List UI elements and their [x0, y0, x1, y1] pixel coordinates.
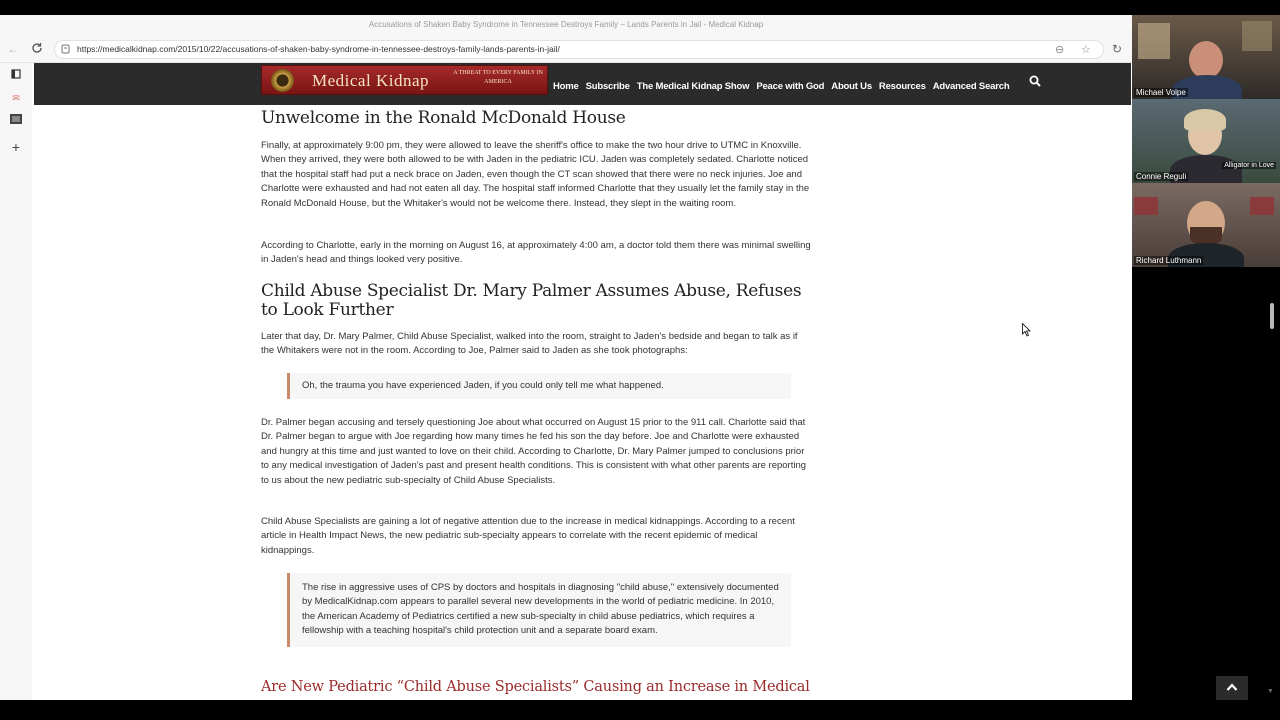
nav-subscribe[interactable]: Subscribe — [585, 81, 630, 92]
paragraph-2: According to Charlotte, early in the morning on August 16, at approximately 4:00 am, a doctor told them there was minimal swelling in Jaden's head and things looked very positive. — [261, 240, 811, 266]
nav-resources[interactable]: Resources — [878, 81, 926, 92]
nav-home[interactable]: Home — [553, 81, 579, 92]
reader-mode-icon[interactable]: ⊖ — [1055, 44, 1065, 56]
bottom-black-bar — [0, 700, 1280, 720]
paragraph-5: Child Abuse Specialists are gaining a lot of negative attention due to the increase in medical kidnappings. According to a recent article in Health Impact News, the new pediatric sub-specialty appears to correlate with the recent epidemic of medical kidnappings. — [261, 516, 795, 556]
browser-window — [0, 15, 1132, 700]
window-title: Accusations of Shaken Baby Syndrome in Tennessee Destroys Family – Lands Parents in Jail - Medical Kidnap — [368, 20, 764, 29]
chevron-up-icon — [1226, 682, 1238, 692]
participant-tile-3[interactable] — [1132, 183, 1280, 267]
title-bar — [0, 15, 1132, 37]
url-field[interactable] — [54, 40, 1104, 59]
reload-icon[interactable] — [30, 42, 44, 56]
video-call-panel — [1132, 15, 1280, 267]
scrollbar-thumb[interactable] — [1270, 303, 1274, 329]
participant-tile-1[interactable] — [1132, 15, 1280, 99]
main-nav — [553, 76, 1016, 94]
paragraph-1: Finally, at approximately 9:00 pm, they were allowed to leave the sheriff's office to make the two hour drive to UTMC in Knoxville. When they arrived, they were both allowed to be with Jaden in the pediatric ICU. Jaden was completely sedated. Charlotte noticed that the hospital staff had put a neck brace on Jaden, even though the CT scan showed that there were no neck injuries. Joe and Charlotte were exhausted and had not eaten all day. The hospital staff informed Charlotte that they usually let the family stay in the Ronald McDonald House, but the Whitaker's would not be welcome there. Instead, they slept in the waiting room. — [261, 140, 810, 209]
site-logo[interactable] — [261, 65, 548, 95]
site-info-icon[interactable] — [61, 44, 70, 55]
scroll-down-arrow-icon[interactable]: ▼ — [1267, 688, 1274, 695]
refresh-extension-icon[interactable]: ↻ — [1111, 42, 1123, 56]
back-to-top-button[interactable] — [1216, 676, 1248, 700]
participant-name-3: Richard Luthmann — [1136, 256, 1202, 265]
heading-ronald-mcdonald: Unwelcome in the Ronald McDonald House — [261, 108, 626, 128]
gmail-tab-icon[interactable]: ✉ — [12, 93, 20, 103]
nav-peace-with-god[interactable]: Peace with God — [756, 81, 825, 92]
logo-tagline: A THREAT TO EVERY FAMILY IN AMERICA — [453, 70, 543, 85]
active-tab-icon[interactable] — [9, 114, 23, 128]
blockquote-1: Oh, the trauma you have experienced Jaden, if you could only tell me what happened. — [287, 373, 791, 399]
mouse-cursor-icon — [1022, 323, 1031, 337]
heading-dr-palmer: Child Abuse Specialist Dr. Mary Palmer Assumes Abuse, Refuses to Look Further — [261, 281, 802, 320]
new-tab-icon[interactable]: + — [11, 139, 21, 155]
address-bar — [0, 37, 1132, 63]
tab-actions-icon[interactable] — [9, 69, 23, 83]
participant-name-1: Michael Volpe — [1136, 88, 1186, 97]
nav-about-us[interactable]: About Us — [831, 81, 872, 92]
participant-badge-2: Alligator in Love — [1224, 162, 1274, 169]
participant-tile-2[interactable] — [1132, 99, 1280, 183]
top-black-bar — [0, 0, 1280, 15]
participant-name-2: Connie Reguli — [1136, 172, 1187, 181]
nav-advanced-search[interactable]: Advanced Search — [932, 81, 1010, 92]
logo-name: Medical Kidnap — [312, 71, 429, 90]
logo-seal-icon — [271, 69, 294, 92]
search-icon[interactable] — [1029, 75, 1041, 87]
paragraph-4: Dr. Palmer began accusing and tersely questioning Joe about what occurred on August 15 prior to the 911 call. Charlotte said that Dr. Palmer began to argue with Joe regarding how many times he fed his son the day before. Joe and Charlotte were exhausted and hungry at this time and just wanted to love on their child. According to Charlotte, Dr. Mary Palmer jumped to conclusions prior to any medical investigation of Jaden's past and present health conditions. This is consistent with what other parents are reporting to us about the new pediatric sub-specialty of Child Abuse Specialists. — [261, 417, 807, 486]
back-icon[interactable]: ← — [7, 42, 19, 56]
heading-link-child-abuse-specialists[interactable]: Are New Pediatric “Child Abuse Specialists” Causing an Increase in Medical — [261, 679, 810, 695]
favorite-star-icon[interactable]: ☆ — [1081, 44, 1091, 56]
nav-medical-kidnap-show[interactable]: The Medical Kidnap Show — [636, 81, 750, 92]
url-text[interactable]: https://medicalkidnap.com/2015/10/22/accusations-of-shaken-baby-syndrome-in-tennessee-destroys-family-lands-parents-in-jail/ — [77, 44, 560, 54]
blockquote-2: The rise in aggressive uses of CPS by doctors and hospitals in diagnosing "child abuse," extensively documented by MedicalKidnap.com appears to parallel several new developments in the world of pediatric medicine. In 2010, the American Academy of Pediatrics certified a new sub-specialty in child abuse pediatrics, which requires a fellowship with a teaching hospital's child protection unit and a separate board exam. — [287, 573, 791, 647]
vertical-tabs-rail — [0, 63, 32, 700]
site-header — [34, 63, 1131, 105]
paragraph-3: Later that day, Dr. Mary Palmer, Child Abuse Specialist, walked into the room, straight to Jaden's bedside and began to talk as if the Whitakers were not in the room. According to Joe, Palmer said to Jaden as she took photographs: — [261, 331, 798, 357]
